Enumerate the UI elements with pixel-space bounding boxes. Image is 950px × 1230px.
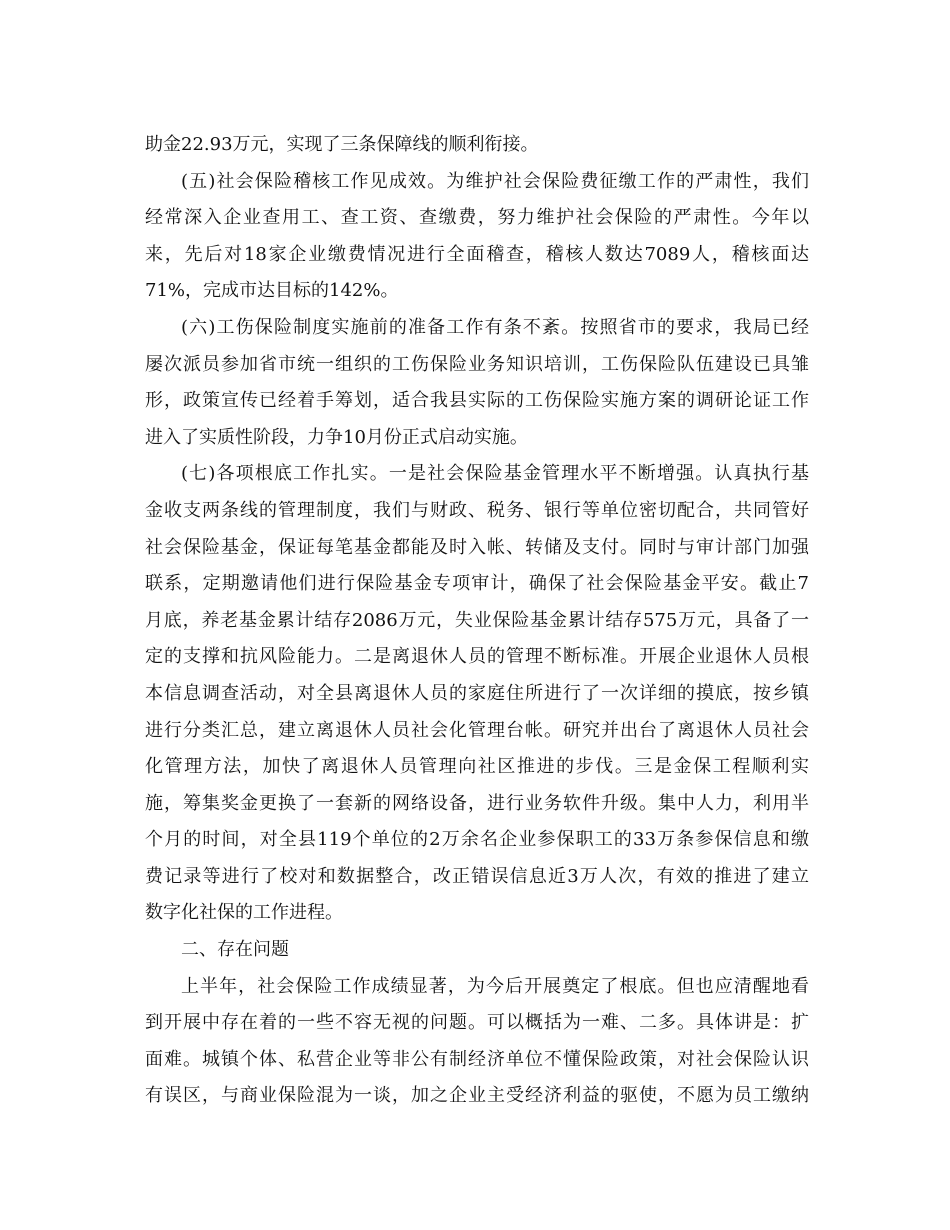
text-line: 月底，养老基金累计结存2086万元，失业保险基金累计结存575万元，具备了一: [145, 609, 809, 631]
text-line: 进行分类汇总，建立离退休人员社会化管理台帐。研究并出台了离退休人员社会: [145, 719, 809, 741]
text-line: 联系，定期邀请他们进行保险基金专项审计，确保了社会保险基金平安。截止7: [145, 573, 809, 595]
text-line: 面难。城镇个体、私营企业等非公有制经济单位不懂保险政策，对社会保险认识: [145, 1048, 809, 1070]
text-line: 形，政策宣传已经着手筹划，适合我县实际的工伤保险实施方案的调研论证工作: [145, 390, 809, 412]
text-line: 本信息调查活动，对全县离退休人员的家庭住所进行了一次详细的摸底，按乡镇: [145, 682, 809, 704]
text-line: 屡次派员参加省市统一组织的工伤保险业务知识培训，工伤保险队伍建设已具雏: [145, 353, 809, 375]
document-body: [145, 127, 809, 1115]
text-line: 金收支两条线的管理制度，我们与财政、税务、银行等单位密切配合，共同管好: [145, 499, 809, 521]
text-line: 二、存在问题: [181, 939, 289, 961]
text-line: 进入了实质性阶段，力争10月份正式启动实施。: [145, 426, 528, 448]
text-line: 有误区，与商业保险混为一谈，加之企业主受经济利益的驱使，不愿为员工缴纳: [145, 1085, 809, 1107]
text-line: 71%，完成市达目标的142%。: [145, 280, 399, 302]
text-line: 上半年，社会保险工作成绩显著，为今后开展奠定了根底。但也应清醒地看: [181, 975, 809, 997]
text-line: (六)工伤保险制度实施前的准备工作有条不紊。按照省市的要求，我局已经: [181, 316, 809, 338]
text-line: (七)各项根底工作扎实。一是社会保险基金管理水平不断增强。认真执行基: [181, 463, 809, 485]
text-line: 数字化社保的工作进程。: [145, 902, 343, 924]
text-line: 经常深入企业查用工、查工资、查缴费，努力维护社会保险的严肃性。今年以: [145, 207, 809, 229]
text-line: 施，筹集奖金更换了一套新的网络设备，进行业务软件升级。集中人力，利用半: [145, 792, 809, 814]
text-line: 来，先后对18家企业缴费情况进行全面稽查，稽核人数达7089人，稽核面达: [145, 243, 809, 265]
text-line: 化管理方法，加快了离退休人员管理向社区推进的步伐。三是金保工程顺利实: [145, 756, 809, 778]
text-line: (五)社会保险稽核工作见成效。为维护社会保险费征缴工作的严肃性，我们: [181, 170, 809, 192]
text-line: 到开展中存在着的一些不容无视的问题。可以概括为一难、二多。具体讲是：扩: [145, 1012, 809, 1034]
text-line: 助金22.93万元，实现了三条保障线的顺利衔接。: [145, 134, 539, 155]
text-line: 定的支撑和抗风险能力。二是离退休人员的管理不断标准。开展企业退休人员根: [145, 646, 809, 668]
text-line: 费记录等进行了校对和数据整合，改正错误信息近3万人次，有效的推进了建立: [145, 865, 809, 887]
text-line: 个月的时间，对全县119个单位的2万余名企业参保职工的33万条参保信息和缴: [145, 829, 809, 851]
text-line: 社会保险基金，保证每笔基金都能及时入帐、转储及支付。同时与审计部门加强: [145, 536, 809, 558]
